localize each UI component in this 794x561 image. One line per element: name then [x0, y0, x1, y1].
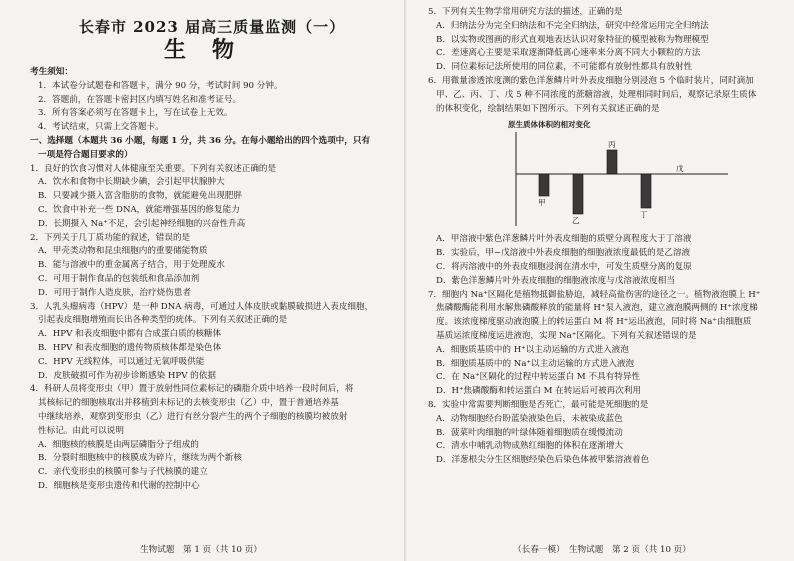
page-footer: 生物试题 第 1 页（共 10 页）	[140, 545, 262, 555]
q1-option-c: C．饮食中补充一些 DNA，就能增强基因的修复能力	[38, 204, 240, 215]
q7-option-a: A．细胞质基质中的 H⁺以主动运输的方式进入液泡	[436, 344, 629, 355]
question-3-cont: 引起表皮细胞增殖而长出各种类型的疣体。下列有关叙述正确的是	[38, 315, 288, 326]
question-7-cont: 焦磷酸酶能利用水解焦磷酸释放的能量将 H⁺泵入液泡，建立液泡膜两侧的 H⁺浓度梯	[436, 303, 758, 314]
question-5: 5．下列有关生物学常用研究方法的描述，正确的是	[428, 7, 623, 17]
question-8: 8．实验中常需要判断细胞是否死亡，最可能是死细胞的是	[428, 399, 649, 410]
note-item: 3．所有答案必须写在答题卡上，写在试卷上无效。	[38, 108, 233, 119]
q8-option-d: D．洋葱根尖分生区细胞经染色后染色体被甲紫溶液着色	[436, 455, 650, 466]
q3-option-b: B．HPV 和表皮细胞的遗传物质核体都是染色体	[38, 342, 222, 353]
q5-option-c: C．差速离心主要是采取逐渐降低离心速率来分离不同大小颗粒的方法	[436, 48, 701, 59]
q7-option-b: B．细胞质基质中的 Na⁺以主动运输的方式进入液泡	[436, 358, 635, 369]
bar-chart	[488, 118, 748, 230]
q1-option-d: D．长期摄入 Na⁺不足，会引起神经细胞的兴奋性升高	[38, 218, 246, 229]
q5-option-b: B．以实物或图画的形式直观地表达认识对象特征的模型被称为物理模型	[436, 34, 709, 45]
notes-title: 考生须知：	[30, 67, 73, 77]
q6-option-b: B．实验后，甲~戊溶液中外表皮细胞的细胞液浓度最低的是乙溶液	[436, 248, 691, 259]
q4-option-a: A．细胞核的核膜是由两层磷脂分子组成的	[38, 439, 199, 450]
q2-option-b: B．能与溶液中的重金属离子结合，用于处理废水	[38, 260, 225, 271]
q7-option-d: D．H⁺焦磷酸酶和转运蛋白 M 在转运后可被再次利用	[436, 386, 642, 397]
q6-option-d: D．紫色洋葱鳞片叶外表皮细胞的细胞液浓度与戊溶液浓度相当	[436, 275, 675, 286]
question-4-cont: 其核标记的细胞核取出并移植到未标记的去核变形虫（乙）中，置于普通培养基	[38, 398, 339, 409]
note-item: 2．答题前，在答题卡密封区内填写姓名和准考证号。	[38, 94, 242, 105]
question-6: 6．用微量渗透浓度测的紫色洋葱鳞片叶外表皮细胞分别浸泡 5 个临时装片，同时滴加	[428, 75, 754, 86]
question-6-cont: 甲、乙、丙、丁、戊 5 种不同浓度的蔗糖溶液，处理相同时间后，观察记录原生质体	[436, 89, 757, 100]
q8-option-a: A．动物细胞经台盼蓝染液染色后，未被染成蓝色	[436, 413, 623, 424]
q6-option-a: A．甲溶液中紫色洋葱鳞片叶外表皮细胞的质壁分离程度大于丁溶液	[436, 234, 692, 245]
q4-option-d: D．细胞核是变形虫遗传和代谢的控制中心	[38, 480, 200, 491]
q3-option-a: A．HPV 和表皮细胞中都有合成蛋白质的核糖体	[38, 329, 222, 340]
note-item: 1．本试卷分试题卷和答题卡，满分 90 分，考试时间 90 分钟。	[38, 80, 283, 91]
q4-option-b: B．分裂时细胞核中的核膜成为碎片，继续为两个新核	[38, 453, 242, 464]
page-fold	[404, 0, 407, 561]
bar-label-1: 甲	[538, 198, 546, 208]
q8-option-b: B．菠菜叶肉细胞的叶绿体随着细胞质在缓慢流动	[436, 427, 623, 438]
q5-option-a: A．归纳法分为完全归纳法和不完全归纳法，研究中经常运用完全归纳法	[436, 20, 709, 31]
question-7-cont: 度。该浓度梯度驱动液泡膜上的转运蛋白 M 将 H⁺运出液泡，同时将 Na⁺由细胞质	[436, 317, 752, 328]
note-item: 4．考试结束，只需上交答题卡。	[38, 122, 164, 133]
section-heading-cont: 一项是符合题目要求的）	[38, 149, 133, 160]
question-3: 3．人乳头瘤病毒（HPV）是一种 DNA 病毒，可通过人体皮肤或黏膜破损进入表皮细胞，	[30, 301, 374, 312]
bar-1	[539, 174, 549, 196]
chart-svg	[488, 118, 748, 230]
q7-option-c: C．在 Na⁺区隔化的过程中转运蛋白 M 不具有特异性	[436, 372, 641, 383]
exam-title: 长春市 2023 届高三质量监测（一）	[78, 18, 346, 36]
q2-option-c: C．可用于制作食品的包装纸和食品添加剂	[38, 273, 200, 284]
q2-option-a: A．甲壳类动物和昆虫细胞内的重要储能物质	[38, 246, 208, 257]
question-2: 2．下列关于几丁质功能的叙述，错误的是	[30, 232, 191, 243]
bar-label-5: 戊	[676, 164, 684, 174]
chart-title: 原生质体体积的相对变化	[508, 120, 591, 130]
bar-4	[641, 174, 651, 208]
q3-option-c: C．HPV 无线粒体，可以通过无氧呼吸供能	[38, 356, 205, 367]
q3-option-d: D．皮肤破损可作为初步诊断感染 HPV 的依据	[38, 370, 216, 381]
q1-option-b: B．只要减少摄入富含脂肪的食物，就能避免出现肥胖	[38, 191, 242, 202]
bar-label-2: 乙	[572, 216, 580, 226]
q6-option-c: C．将丙溶液中的外表皮细胞浸润在清水中，可发生质壁分离的复原	[436, 261, 692, 272]
question-6-cont: 的体积变化，绘制结果如下图所示。下列有关叙述正确的是	[436, 103, 660, 114]
bar-label-3: 丙	[608, 140, 616, 150]
page-footer: （长春一模） 生物试题 第 2 页（共 10 页）	[513, 545, 691, 555]
q4-option-c: C．亲代变形虫的核膜可参与子代核膜的建立	[38, 467, 208, 478]
question-7: 7．细胞内 Na⁺区隔化是植物抵御盐胁迫，减轻高盐伤害的途径之一。植物液泡膜上 H⁺	[428, 289, 761, 300]
question-4: 4．科研人员将变形虫（甲）置于放射性同位素标记的磷脂介质中培养一段时间后，将	[30, 384, 354, 395]
question-7-cont: 基质运浓度梯度运进液泡，实现 Na⁺区隔化。下列有关叙述错误的是	[436, 330, 697, 341]
question-4-cont: 性标记。由此可以说明	[38, 425, 124, 436]
bar-label-4: 丁	[640, 210, 648, 220]
q8-option-c: C．清水中哺乳动物成熟红细胞的体积在逐渐增大	[436, 441, 624, 452]
bar-3	[607, 150, 617, 174]
q5-option-d: D．同位素标记法所使用的同位素，不可能都有放射性都具有放射性	[436, 62, 693, 73]
question-1: 1．良好的饮食习惯对人体健康至关重要。下列有关叙述正确的是	[30, 163, 277, 174]
bar-2	[573, 174, 583, 214]
q1-option-a: A．饮水和食物中长期缺少碘，会引起甲状腺肿大	[38, 177, 225, 188]
q2-option-d: D．可用于制作人造皮肤，治疗烧伤患者	[38, 287, 191, 298]
page-2	[410, 0, 794, 561]
question-4-cont: 中继续培养，观察到变形虫（乙）进行有丝分裂产生的两个子细胞的核膜均被放射	[38, 411, 348, 422]
section-heading: 一、选择题（本题共 36 小题，每题 1 分，共 36 分。在每小题给出的四个选项中，只有	[30, 135, 371, 146]
subject-title: 生物	[163, 37, 260, 63]
